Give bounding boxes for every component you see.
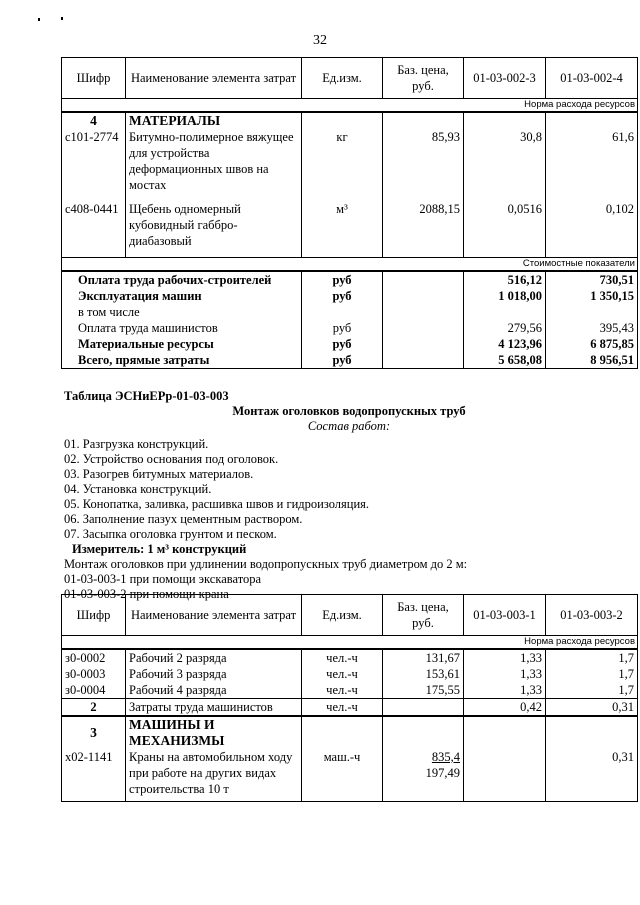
norm-label: Норма расхода ресурсов <box>62 636 638 650</box>
row-col-a: 0,42 <box>464 699 546 717</box>
header-unit: Ед.изм. <box>302 58 383 99</box>
empty-cell <box>383 288 464 304</box>
summary-col-a: 5 658,08 <box>464 352 546 369</box>
section-number: 3 <box>62 716 126 749</box>
section-row <box>62 112 638 129</box>
row-col-a: 0,0516 <box>464 201 546 258</box>
row-col-b: 1,7 <box>546 682 638 699</box>
table-header-row <box>62 58 638 99</box>
norm-label: Норма расхода ресурсов <box>62 99 638 113</box>
summary-name: Оплата труда машинистов <box>62 320 302 336</box>
empty-cell <box>383 336 464 352</box>
empty-cell <box>383 699 464 717</box>
summary-row <box>62 320 638 336</box>
summary-row <box>62 352 638 369</box>
empty-cell <box>383 271 464 288</box>
row-code: з0-0002 <box>62 649 126 666</box>
work-description: Монтаж оголовков при удлинении водопропускных труб диаметром до 2 м: <box>64 557 468 571</box>
table-subtitle: Состав работ: <box>307 419 391 433</box>
section-title: МАТЕРИАЛЫ <box>126 112 302 129</box>
empty-cell <box>546 716 638 749</box>
table-row <box>62 682 638 699</box>
row-col-b: 1,7 <box>546 666 638 682</box>
header-col-b: 01-03-003-2 <box>546 595 638 636</box>
row-code: з0-0004 <box>62 682 126 699</box>
summary-col-a: 1 018,00 <box>464 288 546 304</box>
page-number: 32 <box>313 33 327 48</box>
empty-cell <box>302 304 383 320</box>
table-header-row <box>62 595 638 636</box>
section-row <box>62 716 638 749</box>
row-col-b: 1,7 <box>546 649 638 666</box>
header-code: Шифр <box>62 595 126 636</box>
summary-unit: руб <box>302 352 383 369</box>
row-price-cell <box>383 749 464 802</box>
row-unit: м³ <box>302 201 383 258</box>
empty-cell <box>383 304 464 320</box>
header-col-b: 01-03-002-4 <box>546 58 638 99</box>
summary-col-b: 395,43 <box>546 320 638 336</box>
row-name: Краны на автомобильном ходу при работе на других видах строительства 10 т <box>126 749 302 802</box>
measure-unit: Измеритель: 1 м³ конструкций <box>72 542 247 556</box>
row-name: Рабочий 4 разряда <box>126 682 302 699</box>
summary-name: Оплата труда рабочих-строителей <box>62 271 302 288</box>
row-name: Затраты труда машинистов <box>126 699 302 717</box>
row-col-a: 1,33 <box>464 649 546 666</box>
table-title: Монтаж оголовков водопропускных труб <box>232 404 466 418</box>
row-unit: маш.-ч <box>302 749 383 802</box>
empty-cell <box>383 112 464 129</box>
summary-col-a: 516,12 <box>464 271 546 288</box>
row-code: з0-0003 <box>62 666 126 682</box>
summary-unit: руб <box>302 320 383 336</box>
summary-col-b: 8 956,51 <box>546 352 638 369</box>
work-step: 02. Устройство основания под оголовок. <box>64 452 279 466</box>
variant-item: 01-03-003-1 при помощи экскаватора <box>64 572 262 586</box>
header-price: Баз. цена, руб. <box>383 595 464 636</box>
work-step: 03. Разогрев битумных материалов. <box>64 467 254 481</box>
row-unit: чел.-ч <box>302 666 383 682</box>
summary-col-b: 6 875,85 <box>546 336 638 352</box>
norm-band-row <box>62 99 638 113</box>
summary-col-b: 730,51 <box>546 271 638 288</box>
summary-name: Всего, прямые затраты <box>62 352 302 369</box>
header-unit: Ед.изм. <box>302 595 383 636</box>
row-unit: чел.-ч <box>302 682 383 699</box>
empty-cell <box>546 112 638 129</box>
work-step: 04. Установка конструкций. <box>64 482 212 496</box>
empty-cell <box>464 304 546 320</box>
cost-label: Стоимостные показатели <box>62 258 638 272</box>
row-name: Рабочий 3 разряда <box>126 666 302 682</box>
row-unit: чел.-ч <box>302 699 383 717</box>
work-step: 01. Разгрузка конструкций. <box>64 437 209 451</box>
table-label: Таблица ЭСНиЕРр-01-03-003 <box>64 389 229 403</box>
row-col-b: 0,102 <box>546 201 638 258</box>
empty-cell <box>383 716 464 749</box>
scan-mark-right <box>61 17 63 20</box>
summary-unit: руб <box>302 336 383 352</box>
row-col-b: 0,31 <box>546 699 638 717</box>
summary-row <box>62 336 638 352</box>
header-name: Наименование элемента затрат <box>126 58 302 99</box>
row-price: 175,55 <box>383 682 464 699</box>
header-col-a: 01-03-002-3 <box>464 58 546 99</box>
row-col-a: 1,33 <box>464 666 546 682</box>
summary-unit: руб <box>302 288 383 304</box>
row-price: 131,67 <box>383 649 464 666</box>
table-row <box>62 666 638 682</box>
row-price: 153,61 <box>383 666 464 682</box>
summary-row <box>62 304 638 320</box>
empty-cell <box>464 716 546 749</box>
row-unit: кг <box>302 129 383 201</box>
row-col-a: 1,33 <box>464 682 546 699</box>
row-name: Рабочий 2 разряда <box>126 649 302 666</box>
empty-cell <box>546 304 638 320</box>
summary-row <box>62 271 638 288</box>
empty-cell <box>302 112 383 129</box>
row-unit: чел.-ч <box>302 649 383 666</box>
row-number: 2 <box>62 699 126 717</box>
variant-item: 01-03-003-2 при помощи крана <box>64 587 229 601</box>
work-step: 05. Конопатка, заливка, расшивка швов и гидроизоляция. <box>64 497 370 511</box>
row-price-secondary: 197,49 <box>425 766 460 780</box>
table-row <box>62 129 638 201</box>
empty-cell <box>464 112 546 129</box>
header-name: Наименование элемента затрат <box>126 595 302 636</box>
row-col-b: 61,6 <box>546 129 638 201</box>
table-row <box>62 201 638 258</box>
section-title: МАШИНЫ И МЕХАНИЗМЫ <box>126 716 302 749</box>
table-row <box>62 749 638 802</box>
row-code: с408-0441 <box>62 201 126 258</box>
work-step: 06. Заполнение пазух цементным раствором. <box>64 512 303 526</box>
empty-cell <box>383 320 464 336</box>
table2-description <box>64 389 634 602</box>
row-col-a <box>464 749 546 802</box>
row-price: 835,4 <box>431 750 460 764</box>
row-price: 85,93 <box>383 129 464 201</box>
row-col-a: 30,8 <box>464 129 546 201</box>
scan-mark-left <box>38 18 40 21</box>
row-code: с101-2774 <box>62 129 126 201</box>
header-price: Баз. цена, руб. <box>383 58 464 99</box>
resource-table-01-03-002 <box>61 57 638 369</box>
row-name: Битумно-полимерное вяжущее для устройства деформационных швов на мостах <box>126 129 302 201</box>
row-col-b: 0,31 <box>546 749 638 802</box>
table-row <box>62 649 638 666</box>
resource-table-01-03-003 <box>61 594 638 802</box>
row-name: Щебень одномерный кубовидный габбро-диабазовый <box>126 201 302 258</box>
work-step: 07. Засыпка оголовка грунтом и песком. <box>64 527 277 541</box>
norm-band-row <box>62 636 638 650</box>
summary-col-a: 4 123,96 <box>464 336 546 352</box>
row-code: х02-1141 <box>62 749 126 802</box>
summary-col-a: 279,56 <box>464 320 546 336</box>
header-col-a: 01-03-003-1 <box>464 595 546 636</box>
header-code: Шифр <box>62 58 126 99</box>
summary-col-b: 1 350,15 <box>546 288 638 304</box>
summary-name: Эксплуатация машин <box>62 288 302 304</box>
summary-name: Материальные ресурсы <box>62 336 302 352</box>
summary-name: в том числе <box>62 304 302 320</box>
summary-unit: руб <box>302 271 383 288</box>
summary-row <box>62 288 638 304</box>
row-price: 2088,15 <box>383 201 464 258</box>
operators-row <box>62 699 638 717</box>
empty-cell <box>302 716 383 749</box>
empty-cell <box>383 352 464 369</box>
section-number: 4 <box>62 112 126 129</box>
cost-band-row <box>62 258 638 272</box>
